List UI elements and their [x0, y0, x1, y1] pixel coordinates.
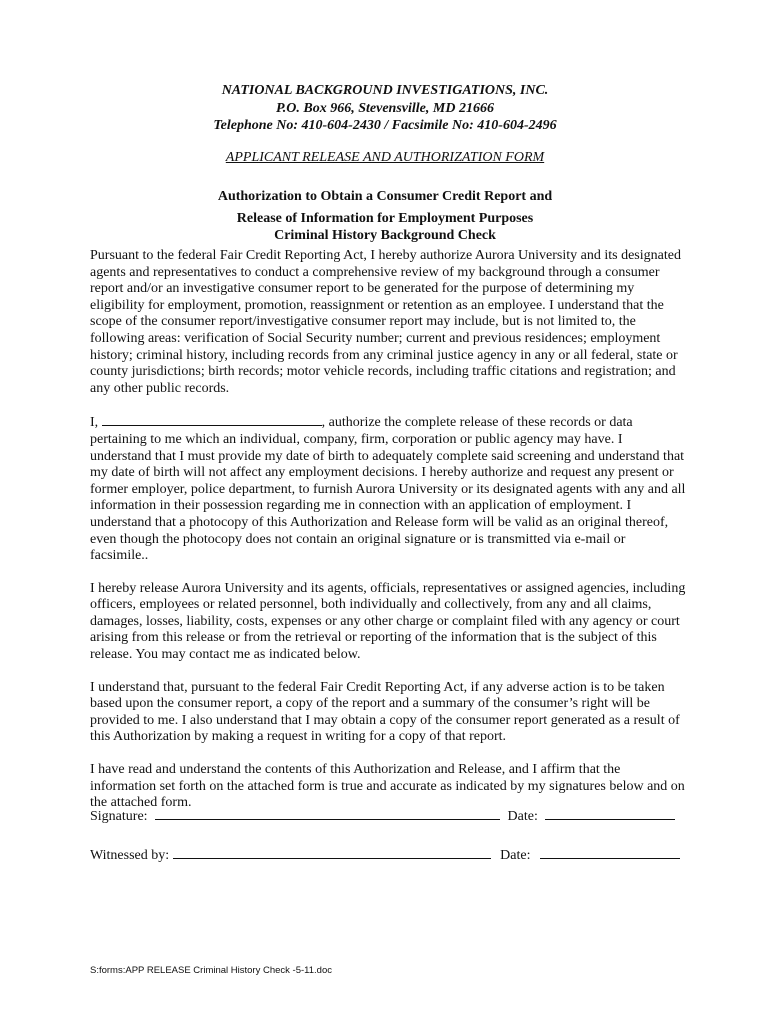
- form-title: APPLICANT RELEASE AND AUTHORIZATION FORM: [225, 150, 545, 165]
- signature-row: [90, 807, 675, 825]
- paragraph-affirmation: I have read and understand the contents of this Authorization and Release, and I affirm that the information set forth on the attached form is true and accurate as indicated by my signatures below and on the attached form.: [90, 762, 685, 811]
- paragraph-authorization: Pursuant to the federal Fair Credit Reporting Act, I hereby authorize Aurora University and its designated agents and representatives to conduct a comprehensive review of my background through a consumer report and/or an investigative consumer report to be generated for the purpose of determining my eligibility for employment, promotion, reassignment or retention as an employee. I understand that the scope of the consumer report/investigative consumer report may include, but is not limited to, the following areas: verification of Social Security number; current and previous residences; employment history; criminal history, including records from any criminal justice agency in any or all federal, state or county jurisdictions; birth records; motor vehicle records, including traffic citations and registration; and any other public records.: [90, 248, 681, 396]
- subtitle-credit-report: Authorization to Obtain a Consumer Credit Report and: [217, 189, 553, 204]
- form-body: [90, 248, 686, 828]
- paragraph-adverse-action: I understand that, pursuant to the federal Fair Credit Reporting Act, if any adverse action is to be taken based upon the consumer report, a copy of the report and a summary of the consumer’s right will be provided to me. I also understand that I may obtain a copy of the consumer report generated as a result of this Authorization by making a request in writing for a copy of that report.: [90, 679, 680, 745]
- signature-date-label: Date:: [507, 809, 538, 824]
- letterhead: [0, 82, 770, 135]
- witness-date-field[interactable]: [540, 846, 680, 859]
- witness-label: Witnessed by:: [90, 848, 170, 863]
- company-name: NATIONAL BACKGROUND INVESTIGATIONS, INC.: [221, 83, 549, 98]
- subtitle-criminal-history: Criminal History Background Check: [274, 228, 496, 243]
- subtitle-block: [0, 210, 770, 244]
- witness-row: [90, 846, 680, 864]
- witness-date-label: Date:: [500, 848, 531, 863]
- paragraph-prefix: I,: [90, 415, 99, 431]
- paragraph-liability-release: I hereby release Aurora University and its agents, officials, representatives or assigned agencies, including officers, employees or related personnel, both individually and collectively, from any and all claims, damages, losses, liability, costs, expenses or any other charge or complaint filed with any agency or court arising from this release or from the retrieval or reporting of the information that is the subject of this release. You may contact me as indicated below.: [90, 580, 686, 663]
- paragraph-release-text: , authorize the complete release of these records or data pertaining to me which an individual, company, firm, corporation or public agency may have. I understand that I must provide my date of birth to adequately complete said screening and understand that my date of birth will not affect any employment decisions. I hereby authorize and request any present or former employer, police department, to furnish Aurora University or its designated agents with any and all information in their possession regarding me in connection with an application of employment. I understand that a photocopy of this Authorization and Release form will be valid as an original thereof, even though the photocopy does not contain an original signature or is transmitted via e-mail or facsimile..: [90, 415, 686, 564]
- company-address: P.O. Box 966, Stevensville, MD 21666: [276, 100, 494, 116]
- applicant-name-field[interactable]: [102, 413, 322, 426]
- company-phone: Telephone No: 410-604-2430 / Facsimile No: 410-604-2496: [213, 118, 557, 133]
- witness-field[interactable]: [173, 846, 491, 859]
- signature-date-field[interactable]: [545, 807, 675, 820]
- signature-field[interactable]: [155, 807, 500, 820]
- signature-label: Signature:: [90, 809, 148, 824]
- paragraph-release-records: [90, 413, 686, 564]
- subtitle-release-info: Release of Information for Employment Purposes: [236, 211, 534, 226]
- document-path-footer: S:forms:APP RELEASE Criminal History Check -5-11.doc: [90, 965, 332, 976]
